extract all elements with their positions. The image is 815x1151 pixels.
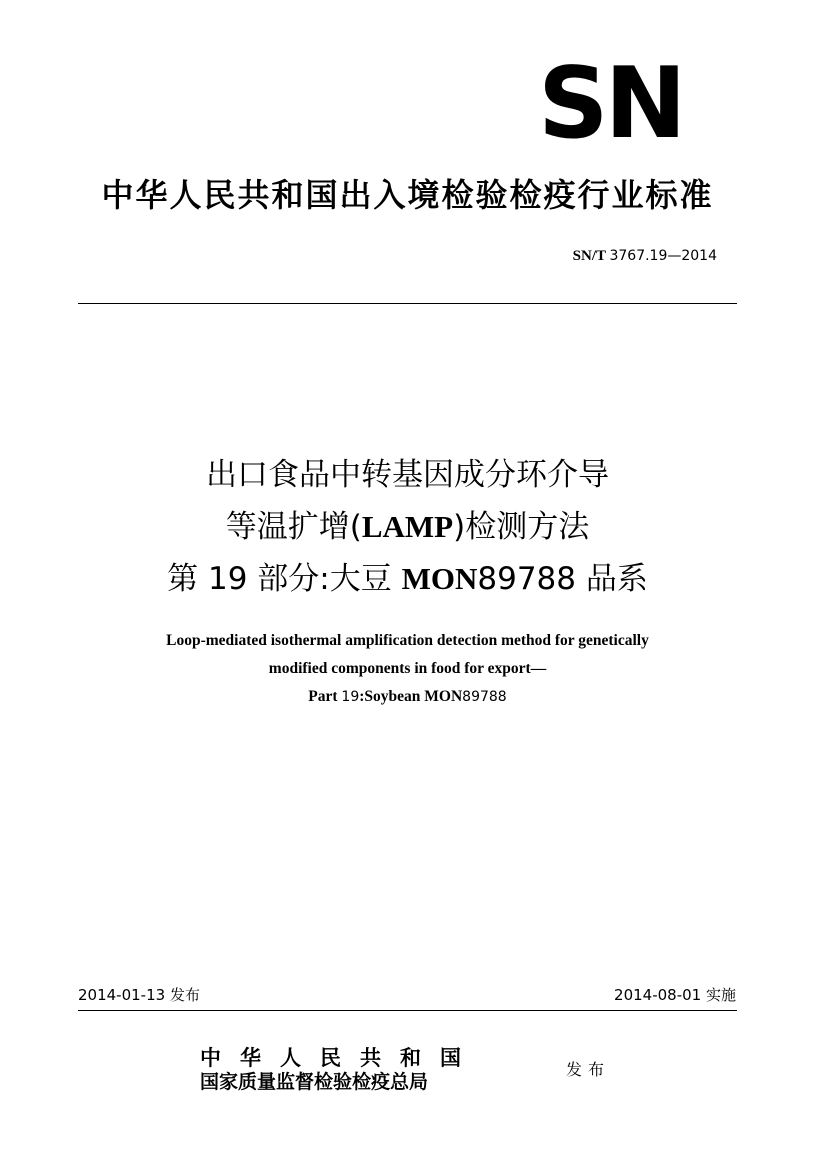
standard-code: 3767.19—2014 [609, 248, 717, 264]
title-zh-2a: 等温扩增( [225, 509, 362, 545]
title-zh-3a: 第 [167, 561, 199, 597]
title-en-3b: 19 [341, 689, 360, 705]
title-zh-3c: 部分:大豆 [257, 561, 392, 597]
title-zh-2c: )检测方法 [453, 509, 590, 545]
title-zh-3b: 19 [207, 561, 248, 597]
implement-date: 2014-08-01 实施 [614, 986, 736, 1004]
title-en-3a: Part [308, 688, 338, 705]
title-zh-3f: 品系 [585, 561, 648, 597]
sn-logo: SN [538, 47, 683, 161]
bottom-divider [78, 1010, 737, 1011]
standard-prefix: SN/T [572, 248, 606, 264]
english-title-line-1: Loop-mediated isothermal amplification detection method for genetically [166, 632, 649, 649]
issue-action: 发布 [566, 1060, 611, 1079]
industry-standard-title: 中华人民共和国出入境检验检疫行业标准 [101, 176, 714, 214]
title-en-3d: 89788 [462, 689, 507, 705]
issue-date: 2014-01-13 发布 [78, 986, 200, 1004]
english-title-line-3 [0, 683, 815, 711]
title-zh-2b: LAMP [361, 509, 454, 544]
title-zh-3e: 89788 [477, 561, 576, 597]
chinese-title [0, 450, 815, 605]
title-zh-3d: MON [401, 561, 478, 596]
english-title [0, 627, 815, 711]
issuer-line-2: 国家质量监督检验检疫总局 [200, 1071, 429, 1093]
chinese-title-line-3 [0, 553, 815, 605]
top-divider [78, 303, 737, 304]
english-title-line-2: modified components in food for export— [268, 660, 547, 677]
standard-number [573, 248, 717, 265]
chinese-title-line-1: 出口食品中转基因成分环介导 [206, 457, 609, 493]
title-en-3c: :Soybean MON [359, 688, 463, 705]
issuer-block [200, 1046, 560, 1094]
chinese-title-line-2 [0, 501, 815, 553]
issuer-line-1: 中华人民共和国 [200, 1045, 480, 1070]
